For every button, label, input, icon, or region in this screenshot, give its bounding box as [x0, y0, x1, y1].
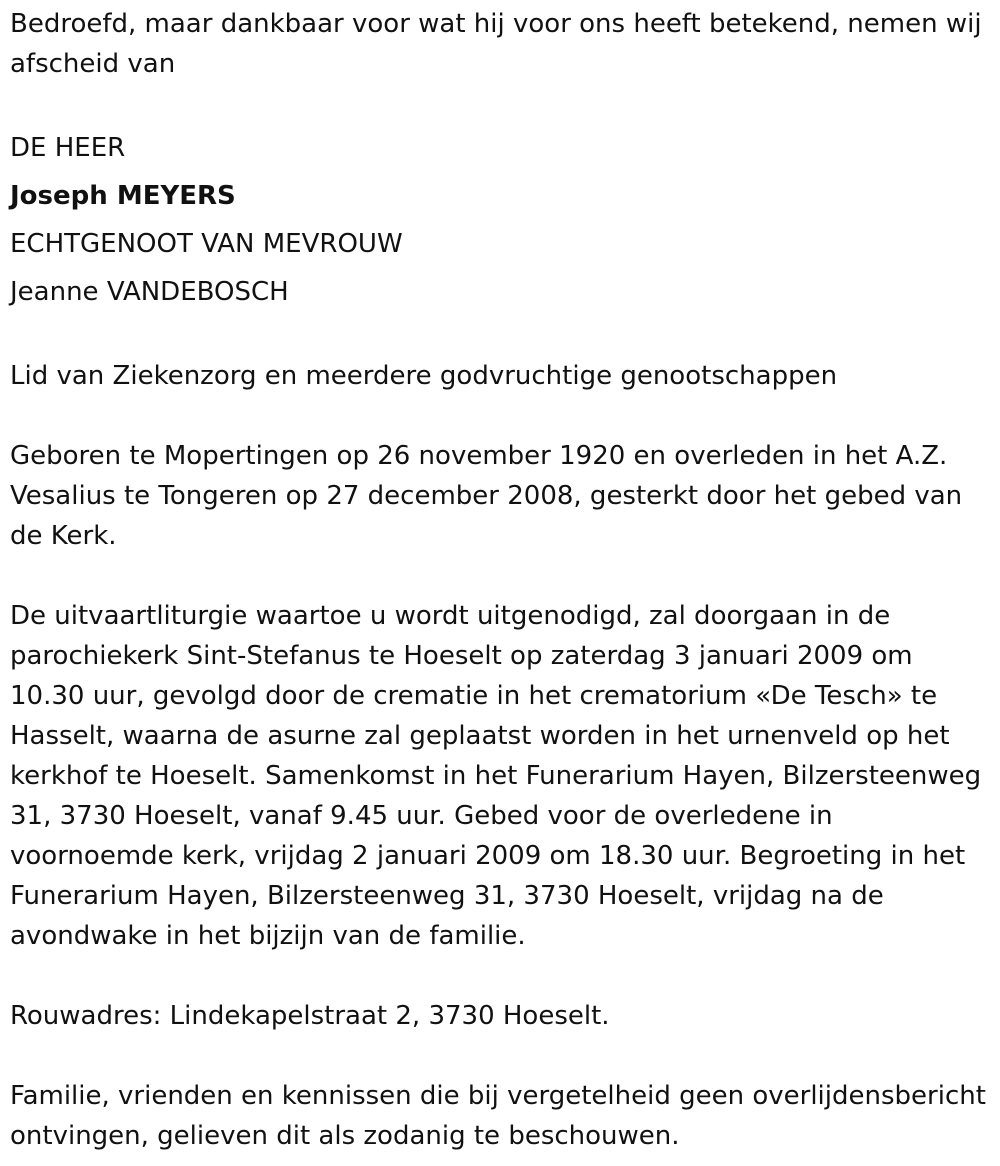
spacer	[10, 956, 995, 996]
obituary-document	[10, 4, 995, 1156]
relation-line: ECHTGENOOT VAN MEVROUW	[10, 229, 403, 259]
spacer	[10, 84, 995, 124]
closing-text: Familie, vrienden en kennissen die bij vergetelheid geen overlijdensbericht ontvingen, gelieven dit als zodanig te beschouwen.	[10, 1081, 986, 1151]
intro-text: Bedroefd, maar dankbaar voor wat hij voor ons heeft betekend, nemen wij afscheid van	[10, 9, 982, 79]
spouse-name: Jeanne VANDEBOSCH	[10, 277, 289, 307]
funeral-text: De uitvaartliturgie waartoe u wordt uitgenodigd, zal doorgaan in de parochiekerk Sint-Stefanus te Hoeselt op zaterdag 3 januari 2009 om 10.30 uur, gevolgd door de crematie in het crematorium «De Tesch» te Hasselt, waarna de asurne zal geplaatst worden in het urnenveld op het kerkhof te Hoeselt. Samenkomst in het Funerarium Hayen, Bilzersteenweg 31, 3730 Hoeselt, vanaf 9.45 uur. Gebed voor de overledene in voornoemde kerk, vrijdag 2 januari 2009 om 18.30 uur. Begroeting in het Funerarium Hayen, Bilzersteenweg 31, 3730 Hoeselt, vrijdag na de avondwake in het bijzijn van de familie.	[10, 601, 982, 951]
spacer	[10, 316, 995, 356]
deceased-names-block	[10, 124, 995, 316]
birth-death-text: Geboren te Mopertingen op 26 november 1920 en overleden in het A.Z. Vesalius te Tongeren op 27 december 2008, gesterkt door het gebed van de Kerk.	[10, 441, 963, 551]
mourning-address: Rouwadres: Lindekapelstraat 2, 3730 Hoeselt.	[10, 1001, 610, 1031]
spacer	[10, 1036, 995, 1076]
spacer	[10, 556, 995, 596]
deceased-name: Joseph MEYERS	[10, 181, 236, 211]
membership-text: Lid van Ziekenzorg en meerdere godvruchtige genootschappen	[10, 361, 838, 391]
title-line: DE HEER	[10, 133, 126, 163]
spacer	[10, 396, 995, 436]
